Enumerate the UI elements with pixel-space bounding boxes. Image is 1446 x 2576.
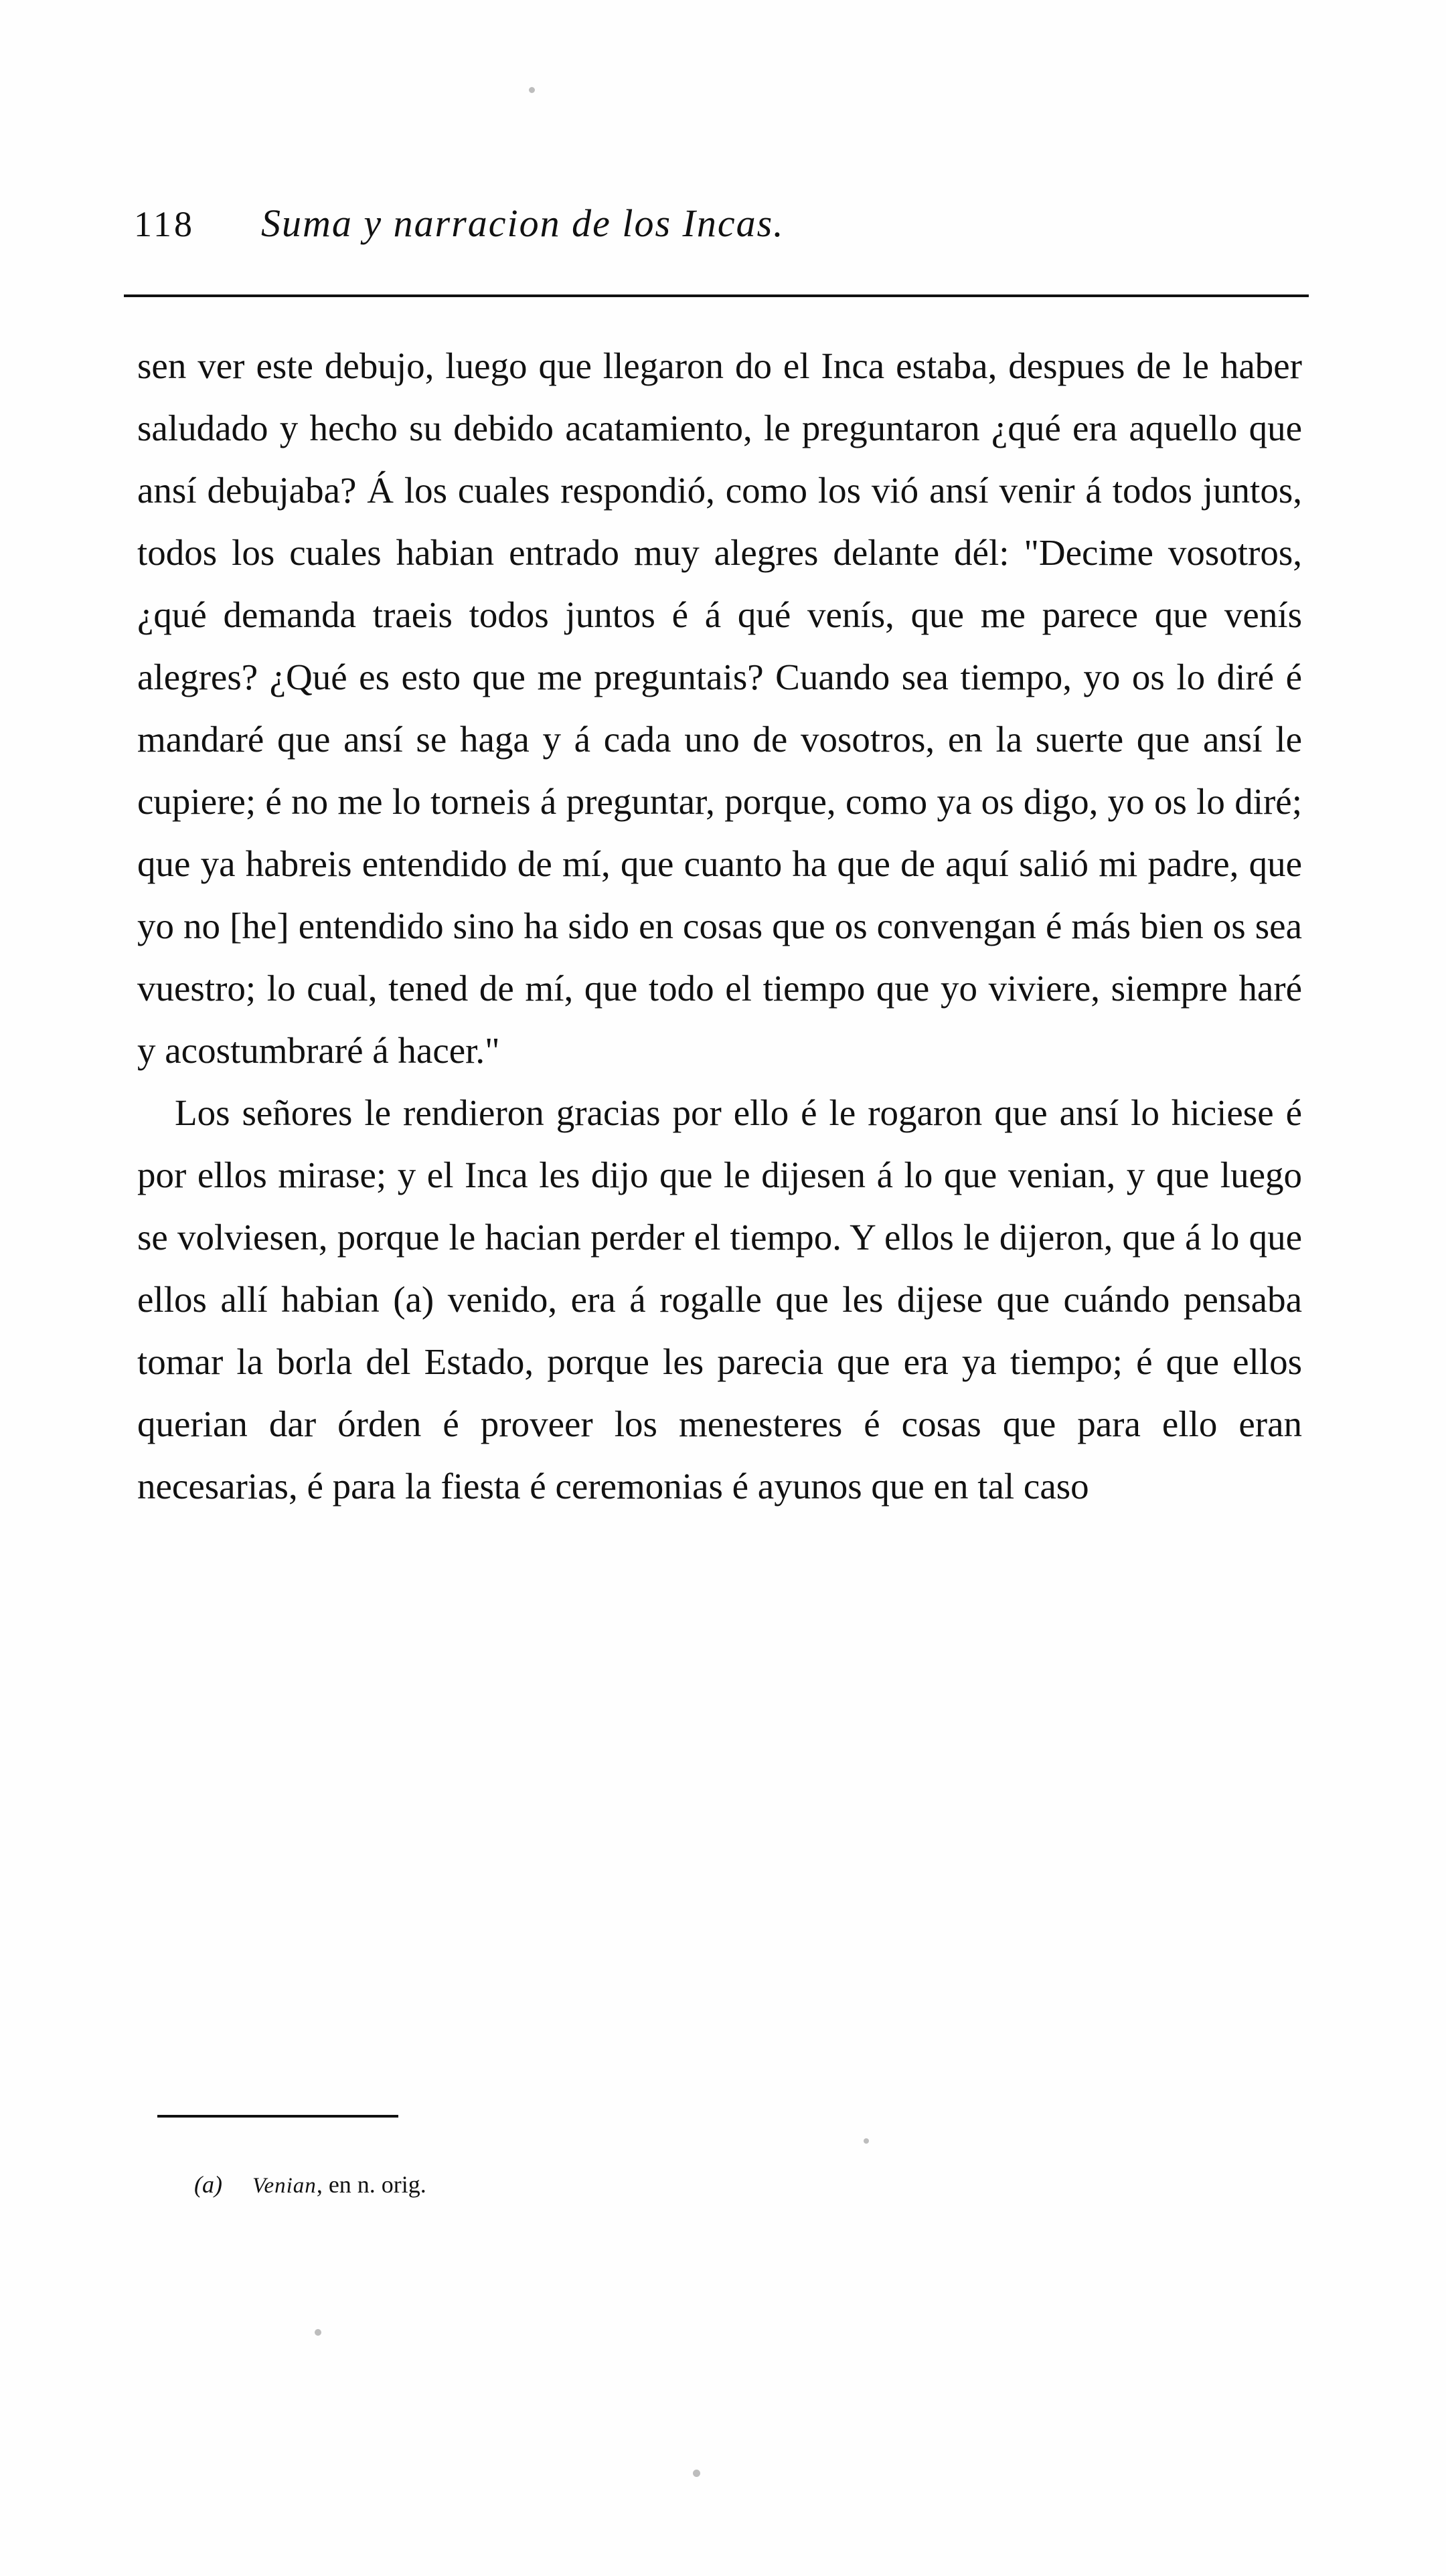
paper-speck <box>693 2470 700 2477</box>
page-number: 118 <box>134 204 195 244</box>
paragraph-1: sen ver este debujo, luego que llegaron do el Inca estaba, despues de le haber saludado y hecho su debido acatamiento, le preguntaron ¿qué era aquello que ansí debujaba? Á los cuales respondió, como los vió ansí venir á todos juntos, todos los cuales habian entrado muy alegres delante dél: "Decime vosotros, ¿qué demanda traeis todos juntos é á qué venís, que me parece que venís alegres? ¿Qué es esto que me preguntais? Cuando sea tiempo, yo os lo diré é mandaré que ansí se haga y á cada uno de vosotros, en la suerte que ansí le cupiere; é no me lo torneis á preguntar, porque, como ya os digo, yo os lo diré; que ya habreis entendido de mí, que cuanto ha que de aquí salió mi padre, que yo no [he] entendido sino ha sido en cosas que os convengan é más bien os sea vuestro; lo cual, tened de mí, que todo el tiempo que yo viviere, siempre haré y acostumbraré á hacer." <box>137 345 1302 1071</box>
footnote-text: , en n. orig. <box>316 2171 426 2198</box>
body-text <box>137 335 1302 1517</box>
footnote-marker: (a) <box>194 2171 222 2198</box>
paragraph-2: Los señores le rendieron gracias por ello é le rogaron que ansí lo hiciese é por ellos mirase; y el Inca les dijo que le dijesen á lo que venian, y que luego se volviesen, porque le hacian perder el tiempo. Y ellos le dijeron, que á lo que ellos allí habian (a) venido, era á rogalle que les dijese que cuándo pensaba tomar la borla del Estado, porque les parecia que era ya tiempo; é que ellos querian dar órden é proveer los menesteres é cosas que para ello eran necesarias, é para la fiesta é ceremonias é ayunos que en tal caso <box>137 1092 1302 1507</box>
footnote <box>194 2168 1198 2202</box>
paper-speck <box>315 2329 321 2336</box>
footnote-rule <box>157 2115 398 2118</box>
page-header <box>134 201 1312 246</box>
paper-speck <box>864 2138 869 2144</box>
footnote-cited-word: Venian <box>252 2174 317 2198</box>
paper-speck <box>529 87 535 93</box>
header-rule <box>124 294 1309 297</box>
running-title: Suma y narracion de los Incas. <box>261 201 785 245</box>
